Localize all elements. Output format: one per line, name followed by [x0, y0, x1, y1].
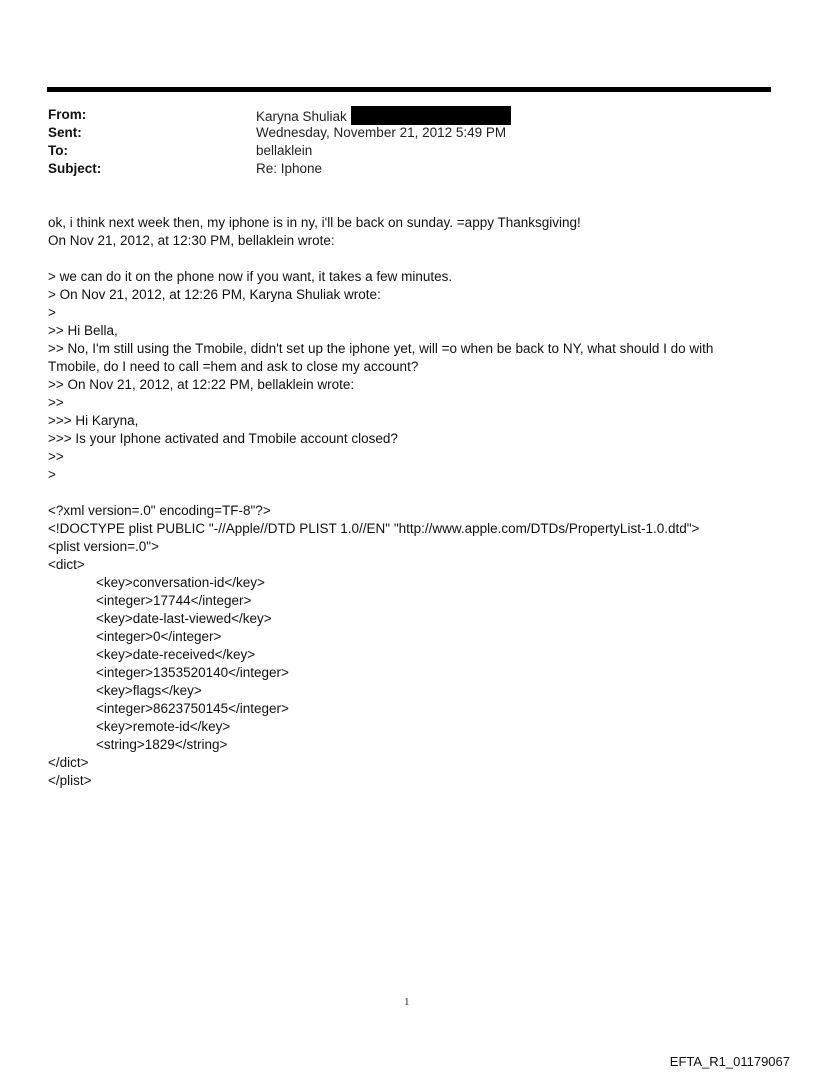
quote-line: >>> Is your Iphone activated and Tmobile account closed?: [48, 431, 398, 446]
xml-line: <key>remote-id</key>: [96, 719, 231, 734]
sent-label: Sent:: [48, 125, 82, 140]
subject-row: [48, 160, 768, 178]
xml-line: <key>conversation-id</key>: [96, 575, 265, 590]
quote-line: >>: [48, 449, 64, 464]
quote-line: > On Nov 21, 2012, at 12:26 PM, Karyna Shuliak wrote:: [48, 287, 381, 302]
body-line: On Nov 21, 2012, at 12:30 PM, bellaklein wrote:: [48, 233, 335, 248]
xml-line: </dict>: [48, 755, 89, 770]
xml-line: <integer>17744</integer>: [96, 593, 252, 608]
quote-line: > we can do it on the phone now if you want, it takes a few minutes.: [48, 269, 453, 284]
xml-line: <key>date-last-viewed</key>: [96, 611, 272, 626]
from-name: Karyna Shuliak: [256, 109, 347, 124]
sent-value: Wednesday, November 21, 2012 5:49 PM: [256, 125, 507, 140]
to-label: To:: [48, 143, 68, 158]
xml-line: <dict>: [48, 557, 85, 572]
to-row: [48, 142, 768, 160]
xml-line: <?xml version=.0" encoding=TF-8"?>: [48, 503, 271, 518]
email-header: [48, 106, 768, 178]
xml-line: <integer>8623750145</integer>: [96, 701, 289, 716]
xml-line: <plist version=.0">: [48, 539, 159, 554]
quote-line: >: [48, 467, 56, 482]
sent-row: [48, 124, 768, 142]
quote-line: >> No, I'm still using the Tmobile, didn't set up the iphone yet, will =o when be back to NY, what should I do with Tmobile, do I need to call =hem and ask to close my account?: [48, 341, 714, 374]
quote-line: >> Hi Bella,: [48, 323, 118, 338]
quote-line: >> On Nov 21, 2012, at 12:22 PM, bellaklein wrote:: [48, 377, 355, 392]
redaction-block: [351, 106, 511, 125]
page-number: 1: [404, 996, 410, 1008]
quote-line: >>> Hi Karyna,: [48, 413, 139, 428]
subject-label: Subject:: [48, 161, 102, 176]
email-body: [48, 214, 748, 790]
xml-line: <key>date-received</key>: [96, 647, 256, 662]
subject-value: Re: Iphone: [256, 161, 323, 176]
xml-line: <!DOCTYPE plist PUBLIC "-//Apple//DTD PLIST 1.0//EN" "http://www.apple.com/DTDs/PropertyList-1.0.dtd">: [48, 521, 700, 536]
quote-line: >>: [48, 395, 64, 410]
to-value: bellaklein: [256, 143, 313, 158]
header-divider: [47, 87, 771, 92]
xml-line: </plist>: [48, 773, 92, 788]
xml-line: <string>1829</string>: [96, 737, 228, 752]
body-line: ok, i think next week then, my iphone is in ny, i'll be back on sunday. =appy Thanksgiving!: [48, 215, 581, 230]
quote-line: >: [48, 305, 56, 320]
xml-line: <key>flags</key>: [96, 683, 202, 698]
from-value: [256, 106, 511, 126]
from-label: From:: [48, 107, 87, 122]
xml-line: <integer>0</integer>: [96, 629, 222, 644]
from-row: [48, 106, 768, 124]
document-id: EFTA_R1_01179067: [669, 1054, 790, 1069]
xml-line: <integer>1353520140</integer>: [96, 665, 289, 680]
